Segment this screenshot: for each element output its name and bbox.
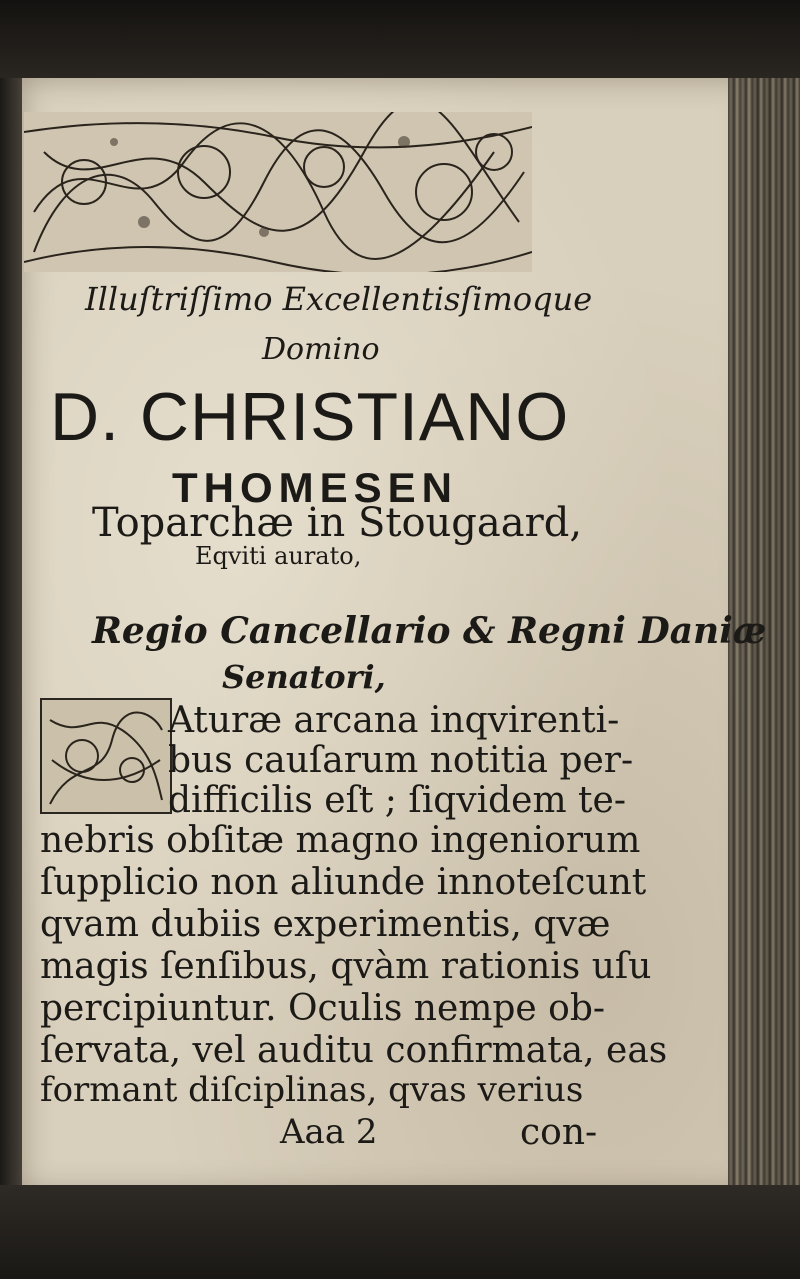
body-line: ſupplicio non aliunde innoteſcunt [40, 862, 647, 903]
office-line-1: Regio Cancellario & Regni Daniæ [92, 610, 767, 652]
scan-top-border [0, 0, 800, 80]
book-spine-edge [0, 78, 24, 1188]
headpiece-ornament [24, 112, 532, 272]
body-line: difficilis eſt ; ſiqvidem te- [168, 780, 626, 821]
body-line: bus cauſarum notitia per- [168, 740, 634, 781]
body-line: percipiuntur. Oculis nempe ob- [40, 988, 606, 1029]
decorated-initial [40, 698, 172, 814]
salutation: Domino [262, 332, 380, 367]
body-line: ſervata, vel auditu confirmata, eas [40, 1030, 668, 1071]
body-line: formant diſciplinas, qvas verius [40, 1070, 584, 1110]
dedicatee-surname: THOMESEN [172, 464, 459, 511]
body-line: qvam dubiis experimentis, qvæ [40, 904, 611, 945]
title-line-1: Toparchæ in Stougaard, [92, 500, 583, 546]
dedication-line: Illuſtriſſimo Excellentisſimoque [85, 280, 593, 318]
signature-mark: Aaa 2 [280, 1112, 378, 1152]
scan-bottom-border [0, 1185, 800, 1279]
title-line-2: Eqviti aurato, [195, 542, 362, 570]
catchword: con- [520, 1112, 598, 1153]
body-line: Aturæ arcana inqvirenti- [168, 700, 620, 741]
dedicatee-name: D. CHRISTIANO [50, 379, 570, 455]
body-line: magis ſenſibus, qvàm rationis uſu [40, 946, 652, 987]
office-line-2: Senatori, [222, 658, 386, 696]
body-line: nebris obſitæ magno ingeniorum [40, 820, 641, 861]
